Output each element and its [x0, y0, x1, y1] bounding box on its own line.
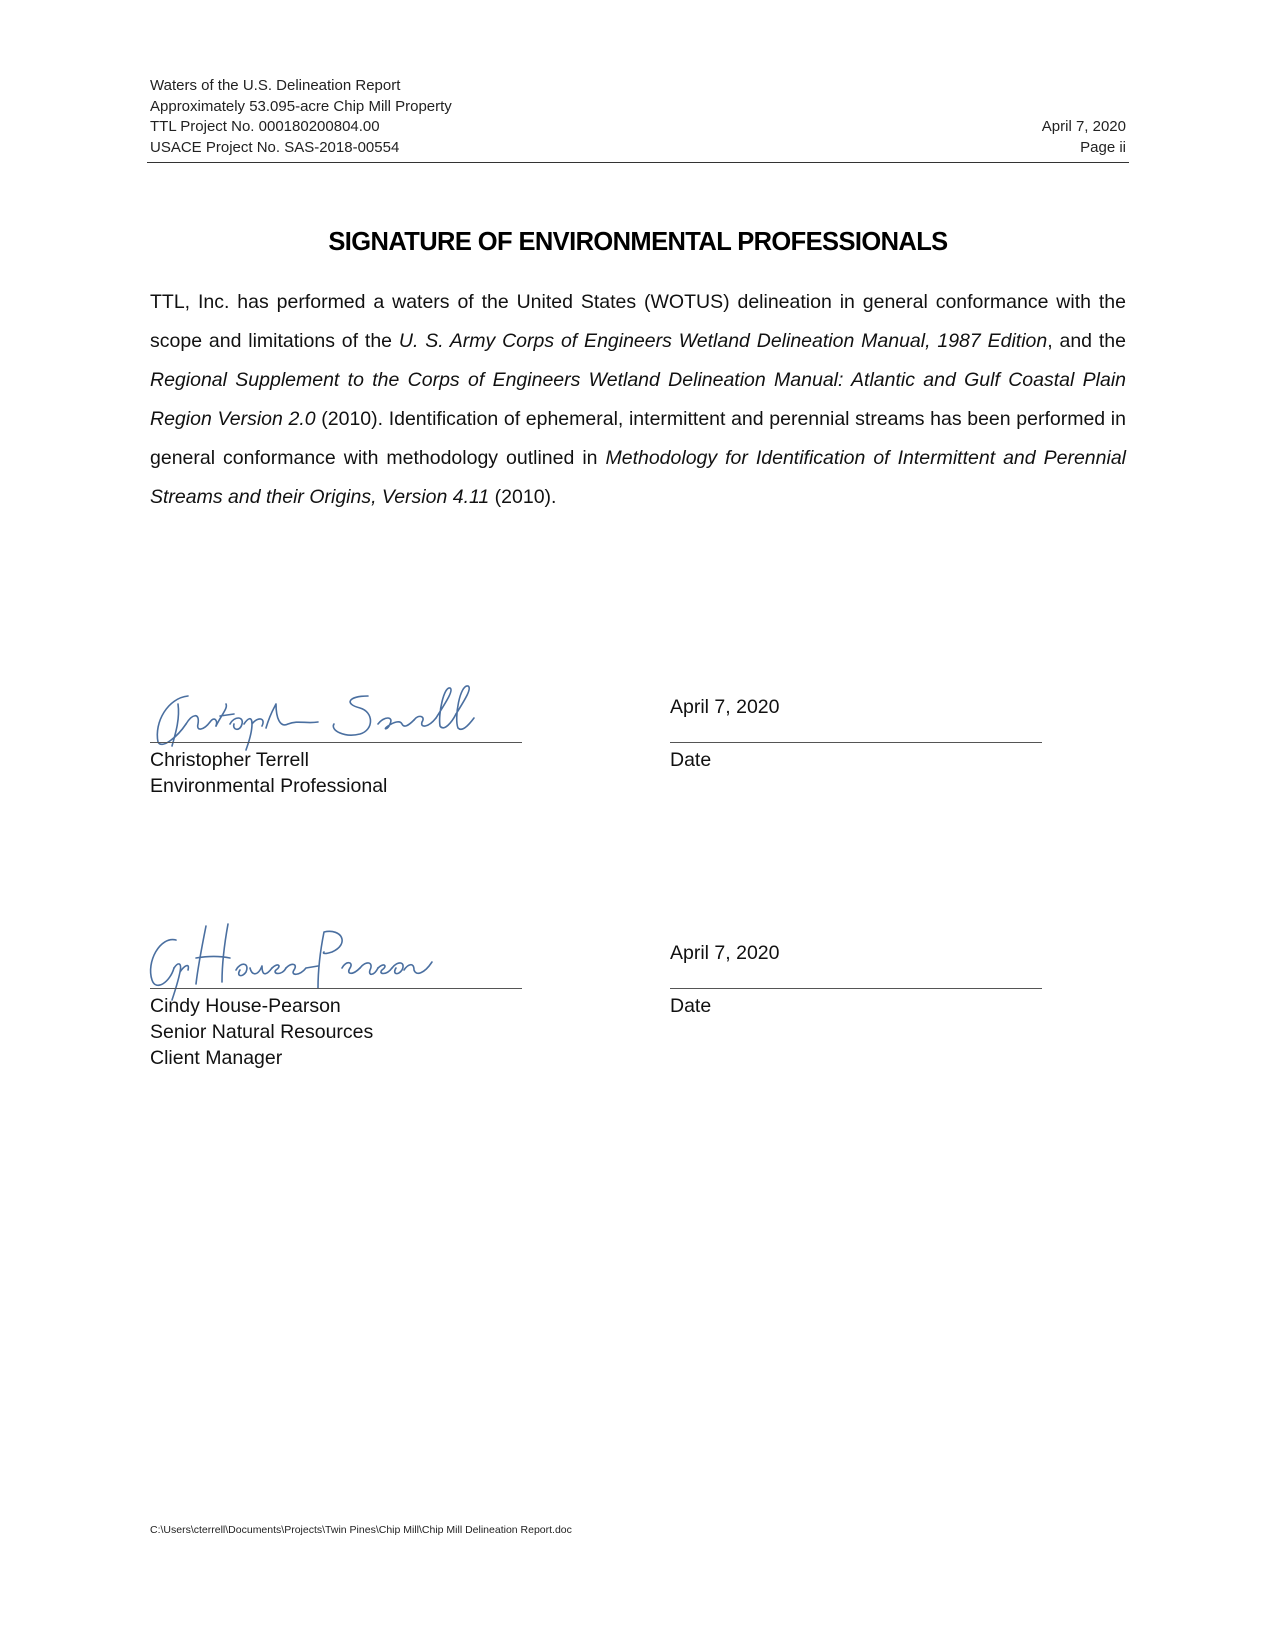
body-text-4: (2010). — [489, 486, 557, 508]
date-line-1 — [670, 742, 1042, 743]
header-usace-project: USACE Project No. SAS-2018-00554 — [150, 138, 400, 156]
signatory-title-2a: Senior Natural Resources — [150, 1021, 374, 1043]
date-line-2 — [670, 988, 1042, 989]
signatory-title-2b: Client Manager — [150, 1047, 283, 1069]
signatory-title-1: Environmental Professional — [150, 775, 388, 797]
footer-file-path: C:\Users\cterrell\Documents\Projects\Twin Pines\Chip Mill\Chip Mill Delineation Report.doc — [150, 1524, 572, 1536]
signature-ink-1 — [157, 686, 474, 750]
header-divider — [147, 162, 1129, 163]
date-label-2: Date — [670, 995, 712, 1017]
signature-cindy-house-pearson — [146, 922, 436, 1002]
body-text-3: (2010). Identification of ephemeral, intermittent and perennial streams has been performed in general conformance with methodology outlined in — [150, 408, 1126, 469]
page-title: SIGNATURE OF ENVIRONMENTAL PROFESSIONALS — [328, 228, 948, 256]
signatory-name-2: Cindy House-Pearson — [150, 995, 341, 1017]
date-label-1: Date — [670, 749, 712, 771]
handwritten-signature-2 — [146, 922, 436, 1002]
handwritten-signature-1 — [148, 684, 488, 754]
header-page-number: Page ii — [1080, 138, 1126, 156]
signature-line-2 — [150, 988, 522, 989]
signatory-name-1: Christopher Terrell — [150, 749, 309, 771]
signature-christopher-terrell — [148, 684, 488, 754]
body-reference-1: U. S. Army Corps of Engineers Wetland Delineation Manual, 1987 Edition — [398, 330, 1048, 352]
body-text-1: TTL, Inc. has performed a waters of the United States (WOTUS) delineation in general conformance with the scope and limitations of the — [150, 291, 1126, 352]
signature-date-1: April 7, 2020 — [670, 696, 780, 718]
header-property: Approximately 53.095-acre Chip Mill Property — [150, 97, 452, 115]
header-date: April 7, 2020 — [1041, 118, 1126, 135]
body-text-2: , and the — [1047, 330, 1126, 352]
body-reference-3: Methodology for Identification of Intermittent and Perennial Streams and their Origins, Version 4.11 — [150, 447, 1126, 508]
body-paragraph — [150, 283, 1126, 517]
header-report-title: Waters of the U.S. Delineation Report — [150, 77, 401, 94]
running-header — [150, 76, 1126, 158]
body-reference-2: Regional Supplement to the Corps of Engineers Wetland Delineation Manual: Atlantic and Gulf Coastal Plain Region Version 2.0 — [150, 369, 1126, 430]
signature-date-2: April 7, 2020 — [670, 942, 780, 964]
header-ttl-project: TTL Project No. 000180200804.00 — [150, 118, 380, 135]
signature-line-1 — [150, 742, 522, 743]
